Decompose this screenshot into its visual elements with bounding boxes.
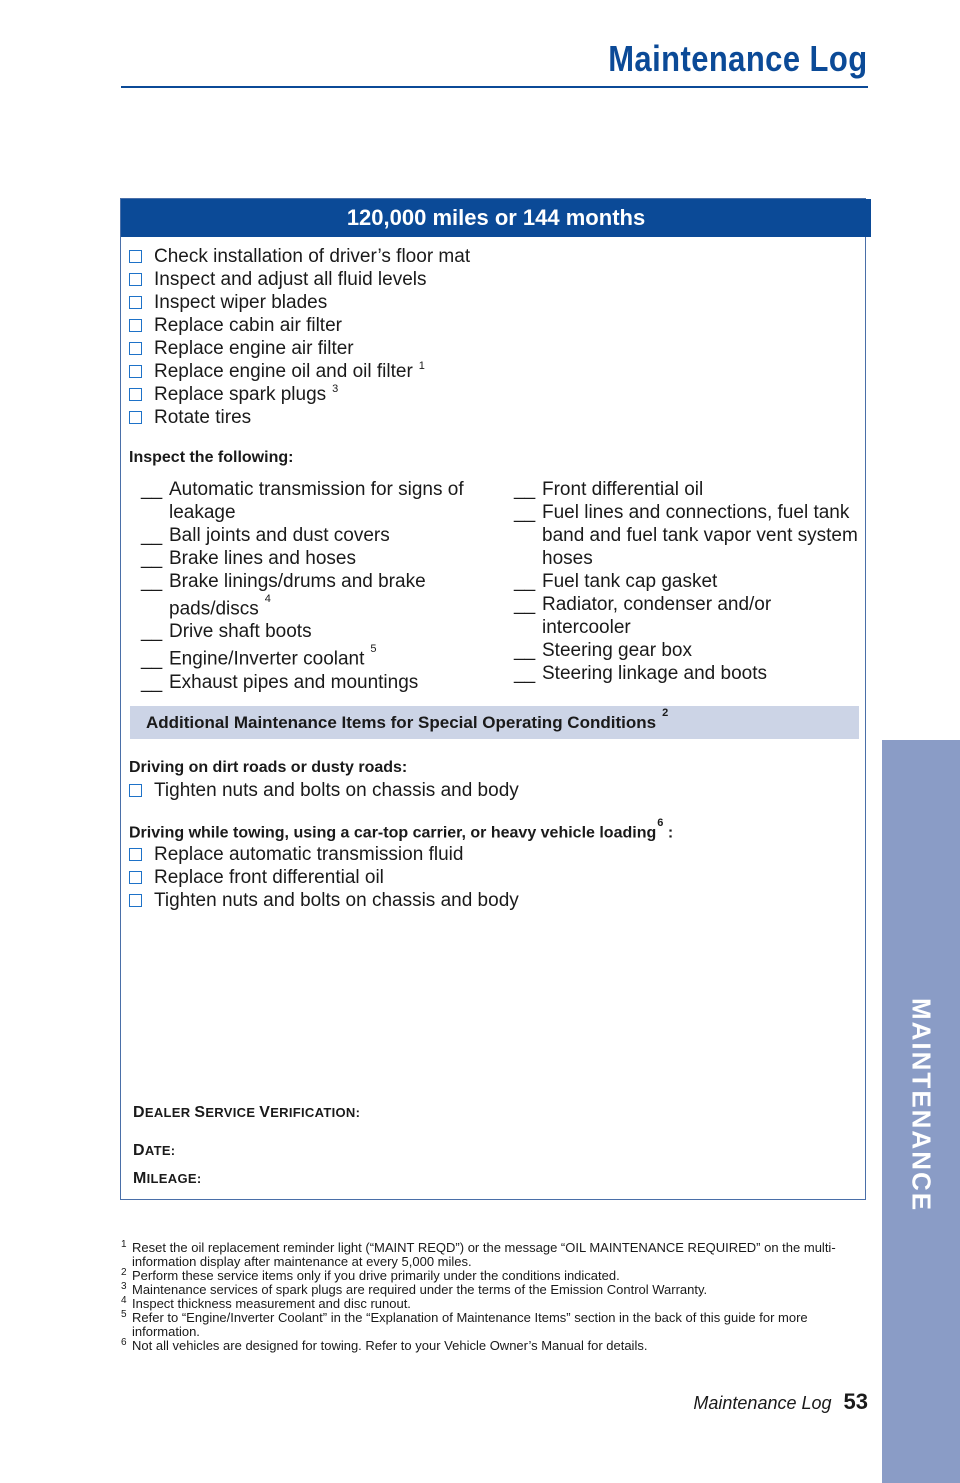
inspect-item: __ Exhaust pipes and mountings	[141, 671, 419, 693]
title-divider	[121, 86, 868, 88]
inspect-list-right	[514, 478, 864, 685]
checkbox[interactable]	[129, 388, 142, 401]
inspect-item: __ Ball joints and dust covers	[141, 525, 390, 546]
inspect-item: __ Drive shaft boots	[141, 621, 312, 643]
footnote: 5 Refer to “Engine/Inverter Coolant” in the “Explanation of Maintenance Items” section in the back of this guide for more information.	[121, 1309, 808, 1339]
special-conditions-band	[130, 706, 859, 739]
section-tab	[882, 740, 960, 1483]
inspect-list-left	[141, 478, 501, 694]
checkbox[interactable]	[129, 894, 142, 907]
inspect-item: __ Brake lines and hoses	[141, 548, 356, 569]
checklist-item: Tighten nuts and bolts on chassis and body	[129, 779, 519, 802]
towing-list	[129, 843, 519, 912]
footnote: 2 Perform these service items only if you drive primarily under the conditions indicated.	[121, 1267, 620, 1283]
page-number: 53	[843, 1389, 868, 1414]
inspect-item: __ Brake linings/drums and brake pads/discs $^4$	[141, 571, 426, 620]
inspect-item: __ Engine/Inverter coolant $^5$	[141, 643, 377, 670]
inspect-item: __ Steering gear box	[514, 640, 692, 661]
page-footer	[693, 1389, 868, 1415]
inspect-item: __ Steering linkage and boots	[514, 663, 767, 684]
checkbox[interactable]	[129, 319, 142, 332]
interval-heading: 120,000 miles or 144 months	[346, 205, 646, 230]
dirt-roads-list	[129, 779, 519, 802]
dirt-roads-heading: Driving on dirt roads or dusty roads:	[129, 759, 408, 776]
footnote: 4 Inspect thickness measurement and disc runout.	[121, 1295, 411, 1311]
dealer-verification-label: DEALER SERVICE VERIFICATION:	[133, 1104, 361, 1121]
footnote-ref: 6	[657, 817, 664, 829]
checklist-item: Replace cabin air filter	[129, 314, 470, 337]
checklist-item: Inspect wiper blades	[129, 291, 470, 314]
checklist-item: Inspect and adjust all fluid levels	[129, 268, 470, 291]
maintenance-card	[120, 198, 866, 1200]
checklist-item: Replace engine air filter	[129, 337, 470, 360]
footnote-ref: 3	[332, 383, 339, 395]
checkbox[interactable]	[129, 342, 142, 355]
page-title: Maintenance Log	[608, 38, 868, 79]
inspect-item: __ Radiator, condenser and/or intercooler	[514, 594, 772, 638]
footer-section-label: Maintenance Log	[693, 1393, 832, 1413]
checkbox[interactable]	[129, 250, 142, 263]
section-tab-label: MAINTENANCE	[906, 998, 937, 1213]
footnote: 1 Reset the oil replacement reminder light (“MAINT REQD”) or the message “OIL MAINTENANCE REQUIRED” on the multi-information display after maintenance at every 5,000 miles.	[121, 1239, 836, 1269]
footnote-ref: 2	[662, 707, 669, 720]
towing-heading: Driving while towing, using a car-top carrier, or heavy vehicle loading$^6$ :	[129, 817, 674, 842]
service-checklist	[129, 245, 470, 429]
checkbox[interactable]	[129, 273, 142, 286]
inspect-item: __ Front differential oil	[514, 479, 704, 500]
checklist-item: Replace engine oil and oil filter $^1$	[129, 360, 470, 383]
footnote-ref: 5	[370, 643, 377, 656]
checkbox[interactable]	[129, 296, 142, 309]
date-label: DATE:	[133, 1142, 176, 1159]
footnotes	[121, 1241, 866, 1353]
checklist-item: Replace front differential oil	[129, 866, 519, 889]
inspect-heading: Inspect the following:	[129, 449, 294, 466]
checklist-item: Check installation of driver’s floor mat	[129, 245, 470, 268]
checkbox[interactable]	[129, 784, 142, 797]
footnote-ref: 1	[418, 360, 425, 372]
checkbox[interactable]	[129, 365, 142, 378]
inspect-item: __ Fuel lines and connections, fuel tank band and fuel tank vapor vent system hoses	[514, 502, 858, 569]
special-conditions-heading: Additional Maintenance Items for Special Operating Conditions	[146, 712, 657, 732]
checkbox[interactable]	[129, 871, 142, 884]
checklist-item: Replace spark plugs $^3$	[129, 383, 470, 406]
checkbox[interactable]	[129, 411, 142, 424]
inspect-item: __ Automatic transmission for signs of leakage	[141, 479, 464, 523]
interval-header	[121, 199, 871, 237]
mileage-label: MILEAGE:	[133, 1170, 202, 1187]
checklist-item: Replace automatic transmission fluid	[129, 843, 519, 866]
inspect-item: __ Fuel tank cap gasket	[514, 571, 718, 592]
footnote-ref: 4	[264, 593, 271, 605]
checklist-item: Tighten nuts and bolts on chassis and body	[129, 889, 519, 912]
checkbox[interactable]	[129, 848, 142, 861]
footnote: 3 Maintenance services of spark plugs are required under the terms of the Emission Control Warranty.	[121, 1281, 708, 1297]
footnote: 6 Not all vehicles are designed for towing. Refer to your Vehicle Owner’s Manual for details.	[121, 1337, 648, 1353]
checklist-item: Rotate tires	[129, 406, 470, 429]
